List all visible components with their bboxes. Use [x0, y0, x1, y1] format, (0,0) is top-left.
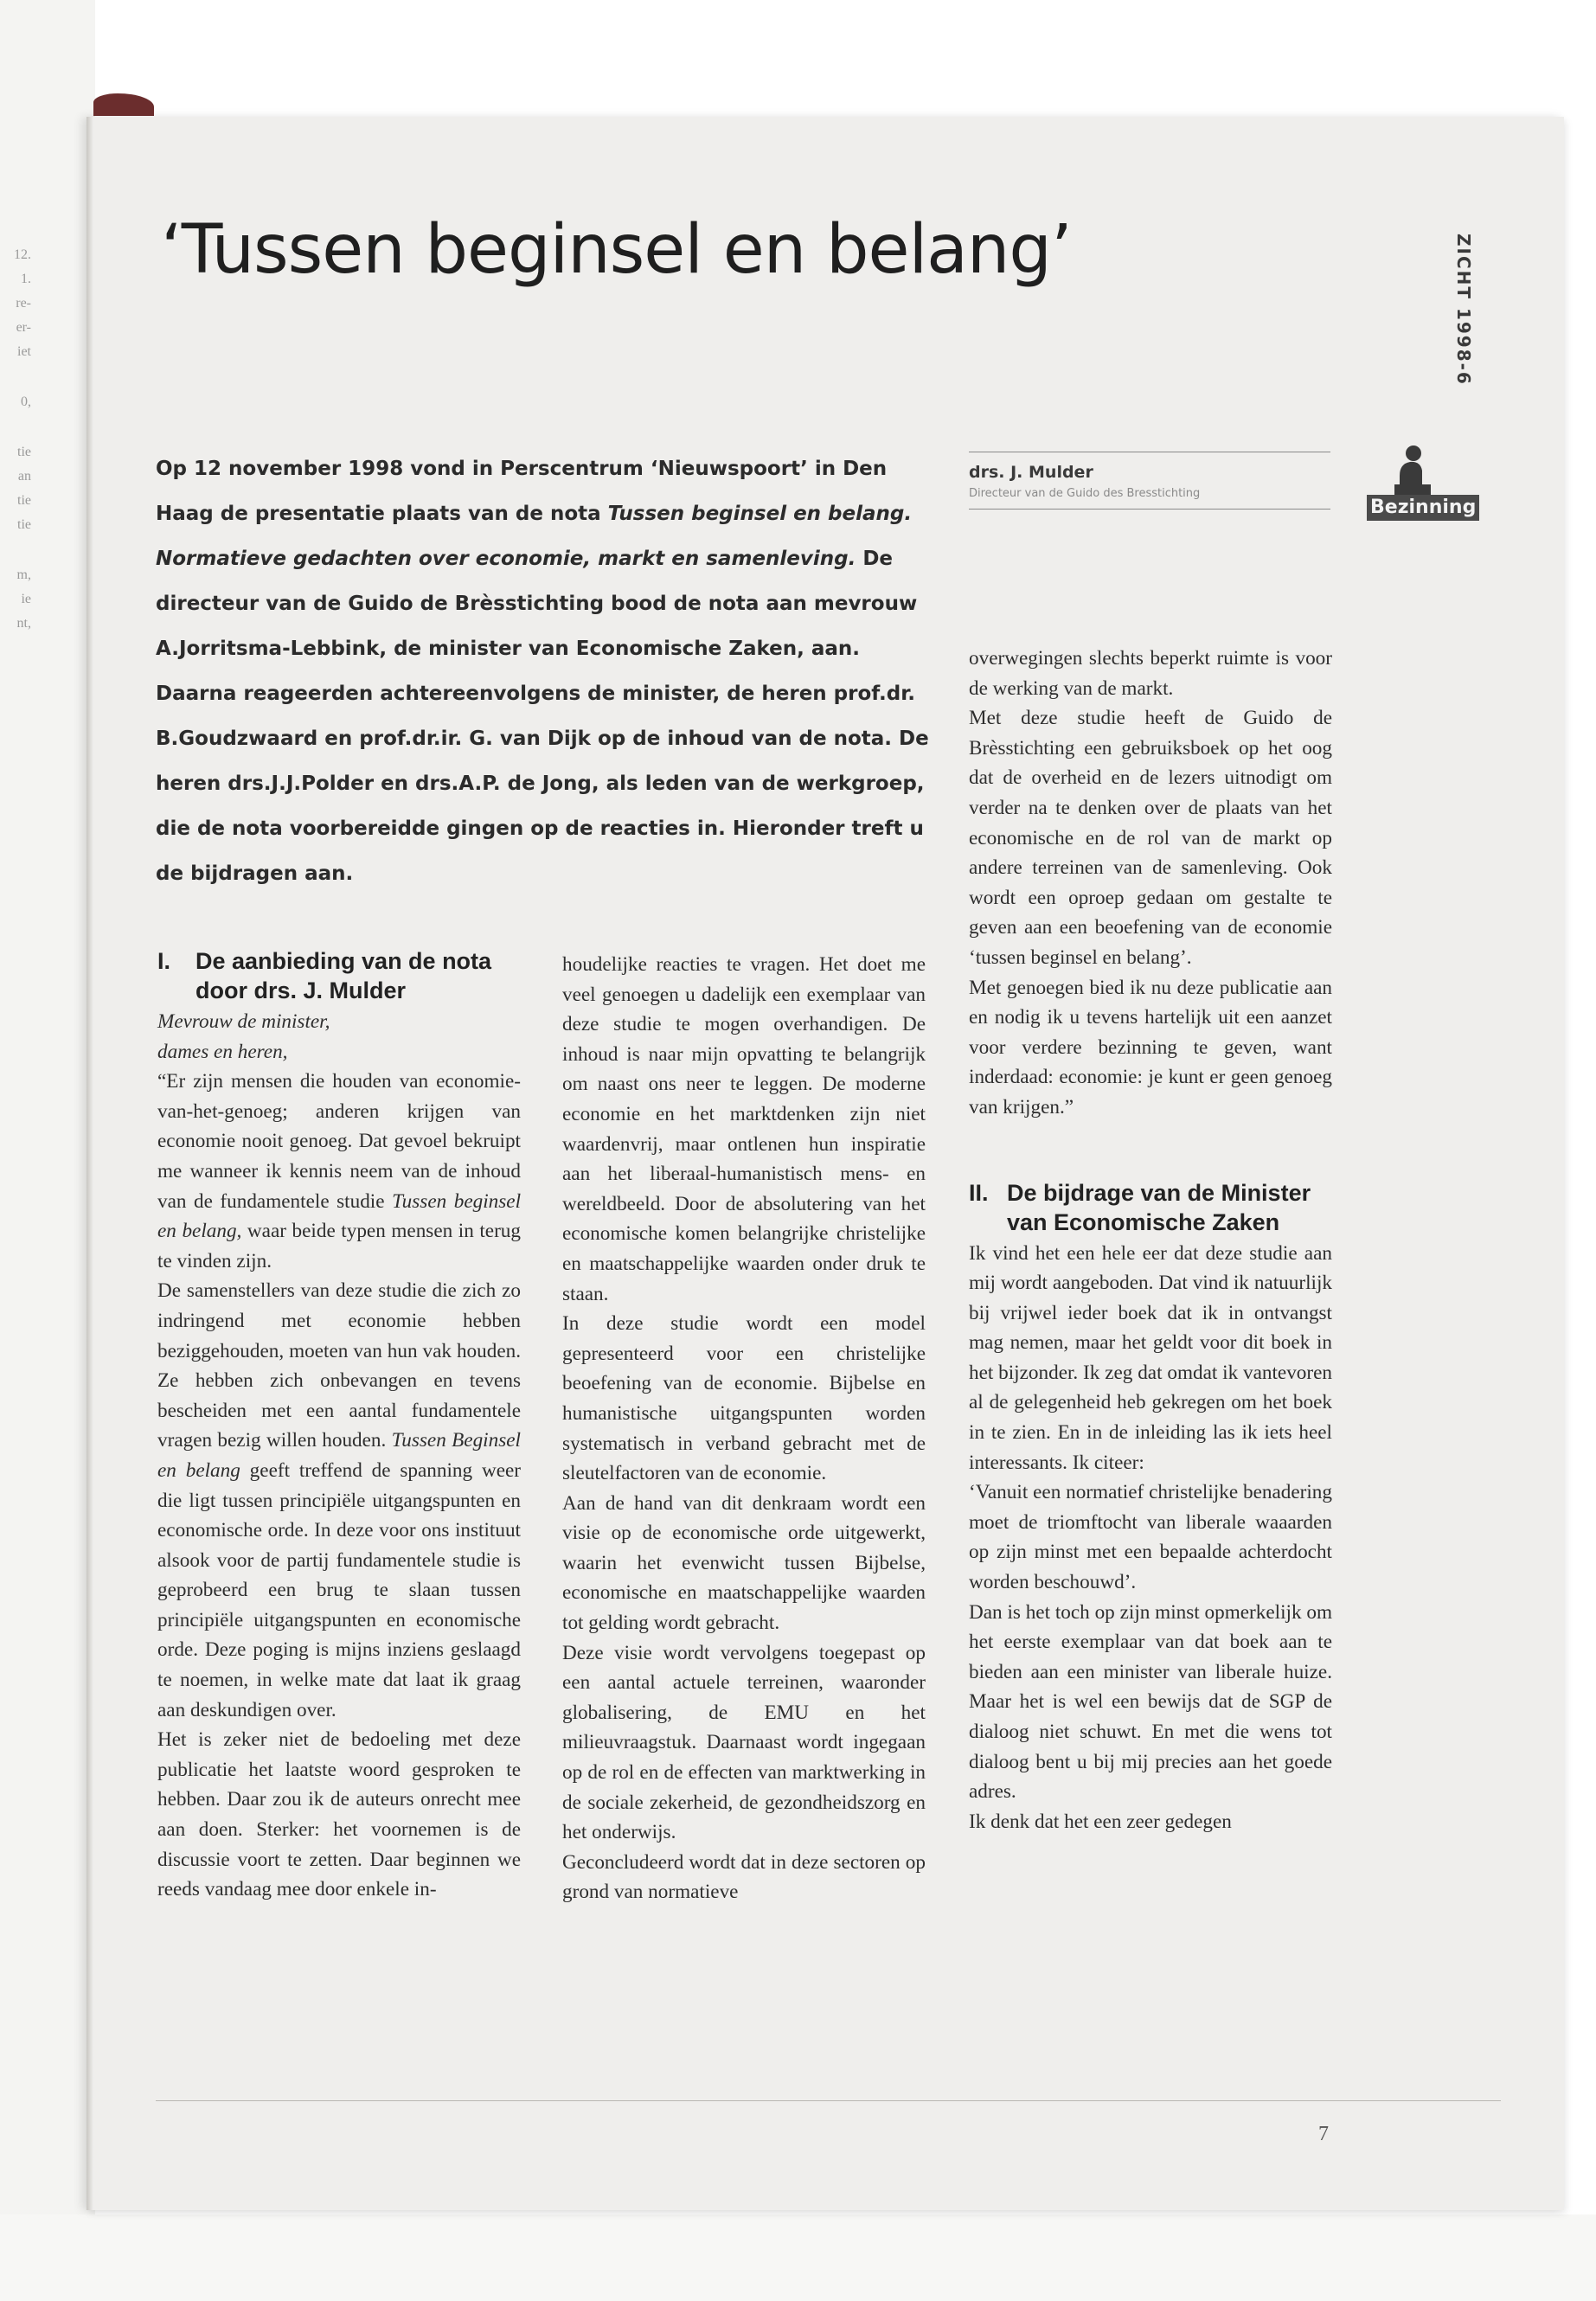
thinker-icon [1382, 443, 1443, 495]
bleed-fragment: er- [16, 320, 31, 335]
section-2-heading [969, 1178, 1332, 1237]
paragraph: ‘Vanuit een normatief christelijke benadering moet de triomftocht van liberale waaarden op zijn minst met een bepaalde achterdocht worden beschouwd’. [969, 1481, 1332, 1594]
bleed-fragment: iet [17, 344, 31, 359]
salutation-line: Mevrouw de minister, [157, 1010, 330, 1033]
article-intro [156, 446, 934, 896]
author-role: Directeur van de Guido des Bresstichting [969, 487, 1201, 500]
paragraph: Ik vind het een hele eer dat deze studie aan mij wordt aangeboden. Dat vind ik natuurlijk bij vrijwel ieder boek dat ik in ontvangst mag nemen, maar het geldt voor dit boek in het bijzonder. Ik zeg dat omdat ik vantevoren al de gelegenheid heb gekregen om het boek in te zien. En in de inleiding las ik iets heel interessants. Ik citeer: [969, 1241, 1332, 1474]
facing-page-bleed-text [0, 242, 31, 635]
italic-title: Tussen Beginsel en belang [157, 1429, 521, 1482]
binding-mark [93, 93, 154, 116]
text-run: geeft treffend de spanning weer die ligt tussen principiële uitgangspunten en economische orde. In deze voor ons instituut alsook voor de partij fundamentele studie is geprobeerd een brug te slaan tussen principiële uitgangspunten en economische orde. Deze poging is mijns inziens geslaagd te noemen, in welke mate dat laat ik graag aan deskundigen over. [157, 1458, 521, 1721]
article-title: ‘Tussen beginsel en belang’ [161, 211, 1072, 289]
intro-text: De directeur van de Guido de Brèsstichting bood de nota aan mevrouw A.Jorritsma-Lebbink, de minister van Economische Zaken, aan. Daarna reageerden achtereenvolgens de minister, de heren prof.dr. B.Goudzwaard en prof.dr.ir. G. van Dijk op de inhoud van de nota. De heren drs.J.J.Polder en drs.A.P. de Jong, als leden van de werkgroep, die de nota voorbereidde gingen op de reacties in. Hieronder treft u de bijdragen aan. [156, 548, 929, 885]
scan-background-bottom [0, 2214, 1596, 2301]
paragraph [562, 950, 926, 1309]
author-box [969, 452, 1330, 510]
rubric-badge [1367, 443, 1493, 522]
intro-title-italic: Tussen beginsel en belang. Normatieve gedachten over economie, markt en samenleving. [156, 503, 913, 570]
text-run: De samenstellers van deze studie die zich zo indringend met economie hebben beziggehouden, moeten van hun vak houden. Ze hebben zich onbevangen en tevens bescheiden met een aantal fundamentele vragen bezig willen houden. [157, 1279, 521, 1452]
page-number: 7 [1318, 2123, 1329, 2145]
section-heading-text: De bijdrage van de Minister van Economische Zaken [1007, 1179, 1311, 1235]
paragraph: Deze visie wordt vervolgens toegepast op een aantal actuele terreinen, waaronder globalisering, de EMU en het milieuvraagstuk. Daarnaast wordt ingegaan op de rol en de effecten van marktwerking in de sociale zekerheid, de gezondheidszorg en het onderwijs. [562, 1641, 926, 1844]
paragraph [969, 644, 1332, 703]
salutation-line: dames en heren, [157, 1040, 288, 1063]
text-run: waar beide typen mensen in terug te vinden zijn. [157, 1220, 521, 1272]
column-1 [157, 946, 522, 1901]
text-run: houdelijke reacties te vragen. Het doet me veel genoegen u dadelijk een exemplaar van deze studie te mogen overhandigen. De inhoud is naar mijn opvatting te belangrijk om naast ons neer te leggen. De moderne economie en het marktdenken zijn niet waardenvrij, maar ontlenen hun inspiratie aan het liberaal-humanistisch mens- en wereldbeeld. Door de absolutering van het economische komen belangrijke christelijke en maatschappelijke waarden onder druk te staan. [562, 953, 926, 1305]
bleed-fragment: tie [17, 493, 31, 508]
paragraph: Met deze studie heeft de Guido de Brèsstichting een gebruiksboek op het oog dat de overheid en de lezers uitnodigt om verder na te denken over de plaats van het economische en de rol van de markt op andere terreinen van de samenleving. Ook wordt een oproep gedaan om gestalte te geven aan een beoefening van de economie ‘tussen beginsel en belang’. [969, 707, 1332, 969]
column-2 [562, 950, 926, 1907]
paragraph: Dan is het toch op zijn minst opmerkelijk om het eerste exemplaar van dat boek aan te bieden aan een minister van liberale huize. Maar het is wel een bewijs dat de SGP de dialoog niet schuwt. En met die wens tot dialoog bent u bij mij precies aan het goede adres. [969, 1600, 1332, 1804]
section-number: II. [969, 1179, 989, 1206]
bleed-fragment: 0, [21, 394, 31, 409]
paragraph [157, 1276, 521, 1725]
section-1-heading [157, 946, 521, 1005]
author-name: drs. J. Mulder [969, 463, 1093, 482]
page-spine-shadow [87, 117, 93, 2210]
bleed-fragment: re- [16, 296, 31, 311]
bleed-fragment: tie [17, 445, 31, 459]
bleed-fragment: an [17, 469, 31, 484]
bleed-fragment: nt, [16, 616, 31, 631]
column-3 [969, 644, 1332, 1836]
paragraph: Ik denk dat het een zeer gedegen [969, 1810, 1232, 1833]
paragraph: Aan de hand van dit denkraam wordt een visie op de economische orde uitgewerkt, waarin het evenwicht tussen Bijbelse, economische en maatschappelijke waarden tot gelding wordt gebracht. [562, 1491, 926, 1635]
intro-text: Op 12 november 1998 vond in Perscentrum ‘Nieuwspoort’ in Den Haag de presentatie plaats van de nota [156, 458, 888, 525]
paragraph: Met genoegen bied ik nu deze publicatie aan en nodig ik u tevens hartelijk uit een aanzet voor verdere bezinning te geven, want inderdaad: economie: je kunt er geen genoeg van krijgen.” [969, 976, 1332, 1118]
paragraph [562, 1848, 926, 1907]
text-run: overwegingen slechts beperkt ruimte is voor de werking van de markt. [969, 647, 1332, 700]
text-run: “Er zijn mensen die houden van economie-van-het-genoeg; anderen krijgen van economie nooit genoeg. Dat gevoel bekruipt me wanneer ik kennis neem van de inhoud van de fundamentele studie [157, 1070, 521, 1213]
footer-rule [156, 2100, 1501, 2101]
paragraph: In deze studie wordt een model gepresenteerd voor een christelijke beoefening van de economie. Bijbelse en humanistische uitgangspunten worden systematisch in verband gebracht met de sleutelfactoren van de economie. [562, 1312, 926, 1485]
bleed-fragment: 1. [21, 272, 31, 286]
bleed-fragment: m, [16, 567, 31, 582]
text-run: Het is zeker niet de bedoeling met deze publicatie het laatste woord gesproken te hebben. Daar zou ik de auteurs onrecht mee aan doen. Sterker: het voornemen is de discussie voort te zetten. Daar beginnen we reeds vandaag mee door enkele in- [157, 1728, 521, 1901]
section-number: I. [157, 948, 171, 974]
bleed-fragment: 12. [14, 247, 31, 262]
text-run: Geconcludeerd wordt dat in deze sectoren op grond van normatieve [562, 1850, 926, 1904]
bleed-fragment: tie [17, 517, 31, 532]
running-head: ZICHT 1998-6 [1453, 234, 1474, 386]
rubric-label: Bezinning [1367, 495, 1479, 521]
section-heading-text: De aanbieding van de nota door drs. J. Mulder [195, 948, 492, 1003]
bleed-fragment: ie [21, 592, 31, 606]
italic-title: Tussen beginsel en belang, [157, 1189, 522, 1243]
paragraph [157, 1067, 521, 1276]
